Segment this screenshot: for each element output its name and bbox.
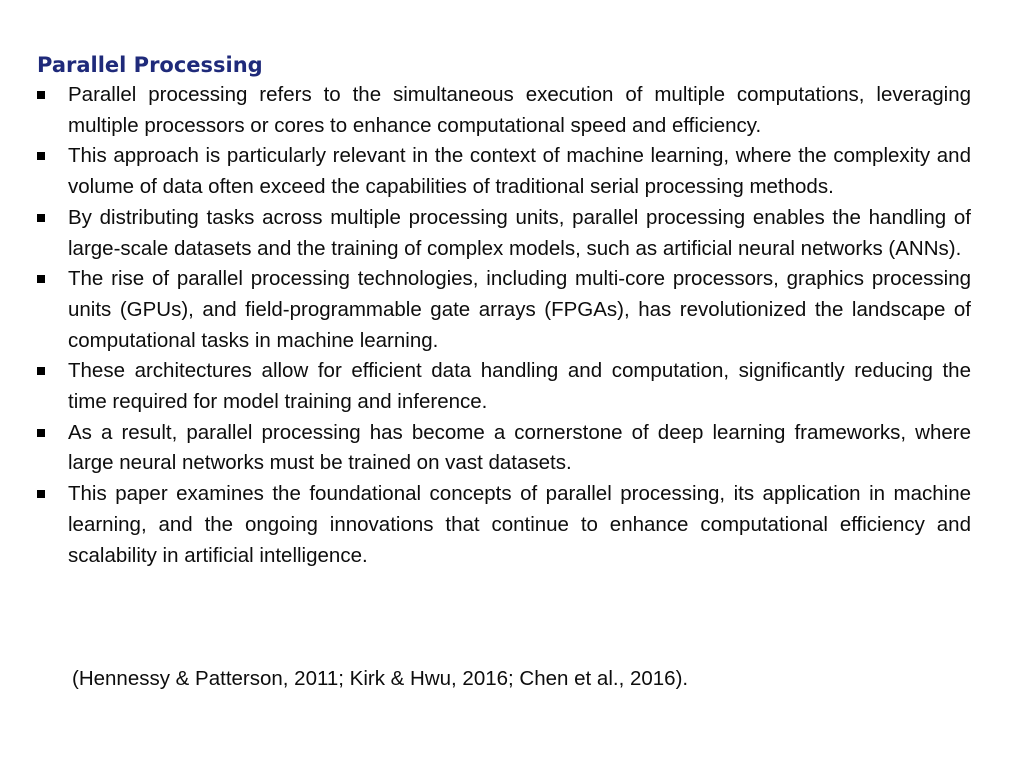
bullet-text: Parallel processing refers to the simultaneous execution of multiple computations, leveraging multiple processors or cores to enhance computational speed and efficiency. xyxy=(68,83,971,137)
square-bullet-icon xyxy=(37,152,45,160)
bullet-text: This approach is particularly relevant in the context of machine learning, where the complexity and volume of data often exceed the capabilities of traditional serial processing methods. xyxy=(68,144,971,199)
square-bullet-icon xyxy=(37,275,45,283)
bullet-list xyxy=(37,80,971,571)
citation: (Hennessy & Patterson, 2011; Kirk & Hwu, 2016; Chen et al., 2016). xyxy=(72,667,689,690)
slide-title: Parallel Processing xyxy=(37,53,263,77)
bullet-text: These architectures allow for efficient data handling and computation, significantly reducing the time required for model training and inference. xyxy=(68,359,971,414)
square-bullet-icon xyxy=(37,490,45,498)
bullet-item xyxy=(37,418,971,479)
bullet-item xyxy=(37,356,971,417)
bullet-item xyxy=(37,141,971,202)
bullet-text: As a result, parallel processing has become a cornerstone of deep learning frameworks, where large neural networks must be trained on vast datasets. xyxy=(68,420,971,475)
square-bullet-icon xyxy=(37,367,45,375)
bullet-text: The rise of parallel processing technologies, including multi-core processors, graphics processing units (GPUs), and field-programmable gate arrays (FPGAs), has revolutionized the landscape of computational tasks in machine learning. xyxy=(68,267,971,352)
bullet-text: By distributing tasks across multiple processing units, parallel processing enables the handling of large-scale datasets and the training of complex models, such as artificial neural networks (ANNs). xyxy=(68,205,971,260)
square-bullet-icon xyxy=(37,214,45,222)
bullet-item xyxy=(37,203,971,264)
bullet-item xyxy=(37,264,971,356)
bullet-text: This paper examines the foundational concepts of parallel processing, its application in machine learning, and the ongoing innovations that continue to enhance computational efficiency and scalability in artificial intelligence. xyxy=(68,482,971,567)
bullet-item xyxy=(37,80,971,141)
square-bullet-icon xyxy=(37,91,45,99)
bullet-item xyxy=(37,479,971,571)
square-bullet-icon xyxy=(37,429,45,437)
